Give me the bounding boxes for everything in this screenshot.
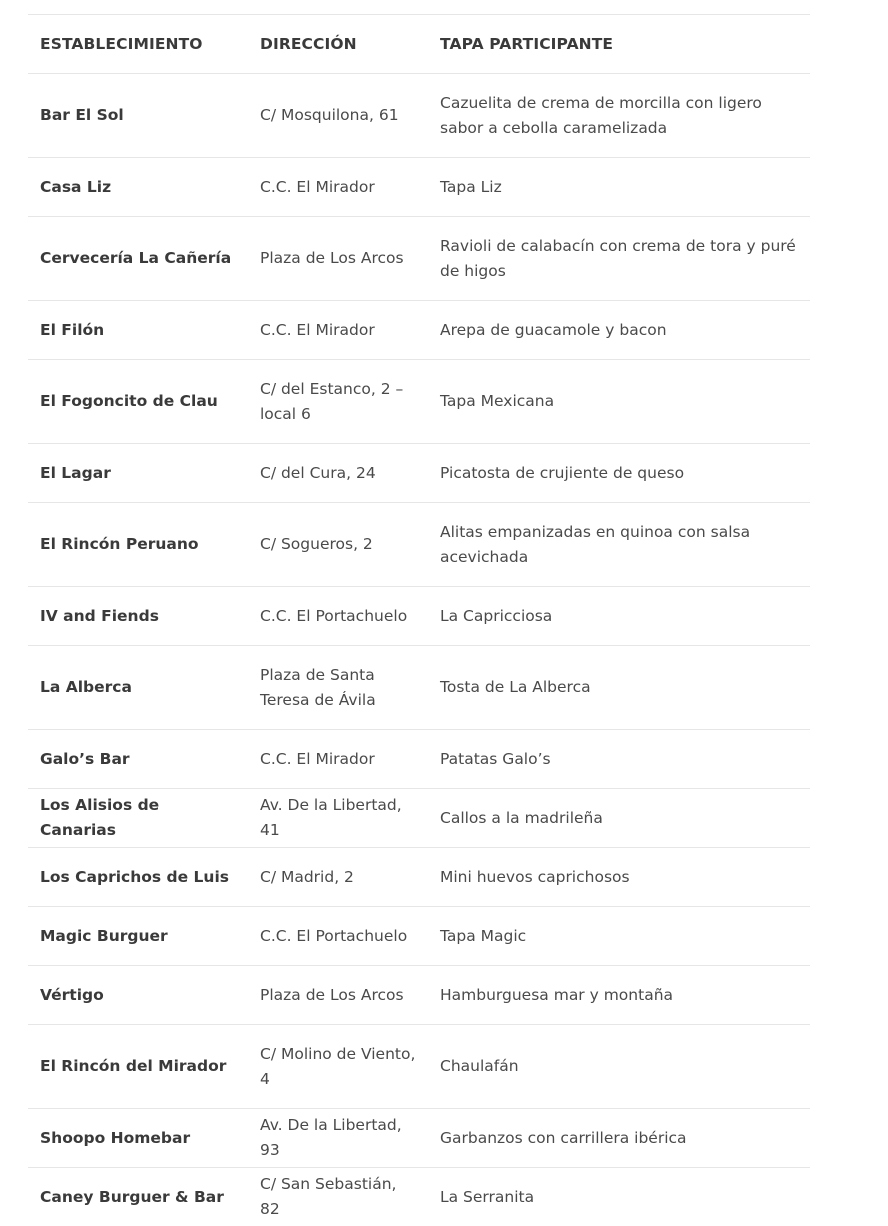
- establishment-address: Av. De la Libertad, 41: [248, 789, 428, 848]
- table-header-row: [28, 15, 810, 74]
- table-row: [28, 1025, 810, 1109]
- establishment-address: C/ Madrid, 2: [248, 848, 428, 907]
- establishment-name: Bar El Sol: [28, 74, 248, 158]
- establishment-name: El Rincón del Mirador: [28, 1025, 248, 1109]
- table-row: [28, 503, 810, 587]
- establishment-name: Los Caprichos de Luis: [28, 848, 248, 907]
- tapa-description: Alitas empanizadas en quinoa con salsa acevichada: [428, 503, 810, 587]
- establishment-name: Casa Liz: [28, 158, 248, 217]
- establishment-address: C.C. El Portachuelo: [248, 907, 428, 966]
- establishment-address: C.C. El Mirador: [248, 301, 428, 360]
- establishment-address: C/ Molino de Viento, 4: [248, 1025, 428, 1109]
- establishment-address: C.C. El Portachuelo: [248, 587, 428, 646]
- tapa-description: Tapa Magic: [428, 907, 810, 966]
- table-row: [28, 587, 810, 646]
- establishment-address: C/ Sogueros, 2: [248, 503, 428, 587]
- table-row: [28, 301, 810, 360]
- tapa-description: Garbanzos con carrillera ibérica: [428, 1109, 810, 1168]
- table-row: [28, 646, 810, 730]
- establishment-name: El Fogoncito de Clau: [28, 360, 248, 444]
- participants-table: [28, 14, 810, 1226]
- establishment-name: Los Alisios de Canarias: [28, 789, 248, 848]
- tapa-description: Hamburguesa mar y montaña: [428, 966, 810, 1025]
- tapa-description: La Serranita: [428, 1168, 810, 1226]
- establishment-address: C.C. El Mirador: [248, 158, 428, 217]
- tapa-description: Tosta de La Alberca: [428, 646, 810, 730]
- table-row: [28, 1168, 810, 1226]
- tapa-description: Mini huevos caprichosos: [428, 848, 810, 907]
- tapa-description: Arepa de guacamole y bacon: [428, 301, 810, 360]
- tapa-description: Tapa Liz: [428, 158, 810, 217]
- table-row: [28, 730, 810, 789]
- tapa-description: Chaulafán: [428, 1025, 810, 1109]
- header-tapa: TAPA PARTICIPANTE: [428, 15, 810, 74]
- establishment-address: C/ del Cura, 24: [248, 444, 428, 503]
- header-establecimiento: ESTABLECIMIENTO: [28, 15, 248, 74]
- table-row: [28, 907, 810, 966]
- table-row: [28, 74, 810, 158]
- table-row: [28, 360, 810, 444]
- establishment-name: Galo’s Bar: [28, 730, 248, 789]
- header-direccion: DIRECCIÓN: [248, 15, 428, 74]
- establishment-name: Caney Burguer & Bar: [28, 1168, 248, 1226]
- establishment-address: Plaza de Santa Teresa de Ávila: [248, 646, 428, 730]
- tapa-description: Ravioli de calabacín con crema de tora y puré de higos: [428, 217, 810, 301]
- tapa-description: Cazuelita de crema de morcilla con ligero sabor a cebolla caramelizada: [428, 74, 810, 158]
- table-row: [28, 789, 810, 848]
- table-row: [28, 1109, 810, 1168]
- establishment-name: El Filón: [28, 301, 248, 360]
- establishment-name: Magic Burguer: [28, 907, 248, 966]
- establishment-address: Plaza de Los Arcos: [248, 217, 428, 301]
- establishment-address: Plaza de Los Arcos: [248, 966, 428, 1025]
- tapa-description: Callos a la madrileña: [428, 789, 810, 848]
- establishment-name: La Alberca: [28, 646, 248, 730]
- table-row: [28, 848, 810, 907]
- tapa-description: Patatas Galo’s: [428, 730, 810, 789]
- tapa-description: Tapa Mexicana: [428, 360, 810, 444]
- establishment-name: IV and Fiends: [28, 587, 248, 646]
- establishment-name: Vértigo: [28, 966, 248, 1025]
- establishment-address: C/ del Estanco, 2 – local 6: [248, 360, 428, 444]
- table-row: [28, 217, 810, 301]
- establishment-address: C/ San Sebastián, 82: [248, 1168, 428, 1226]
- establishment-address: C.C. El Mirador: [248, 730, 428, 789]
- table-row: [28, 444, 810, 503]
- tapa-description: La Capricciosa: [428, 587, 810, 646]
- establishment-name: El Lagar: [28, 444, 248, 503]
- table-row: [28, 158, 810, 217]
- establishment-address: C/ Mosquilona, 61: [248, 74, 428, 158]
- establishment-name: El Rincón Peruano: [28, 503, 248, 587]
- establishment-name: Shoopo Homebar: [28, 1109, 248, 1168]
- table-row: [28, 966, 810, 1025]
- participants-table-container: [28, 14, 810, 1226]
- tapa-description: Picatosta de crujiente de queso: [428, 444, 810, 503]
- establishment-address: Av. De la Libertad, 93: [248, 1109, 428, 1168]
- establishment-name: Cervecería La Cañería: [28, 217, 248, 301]
